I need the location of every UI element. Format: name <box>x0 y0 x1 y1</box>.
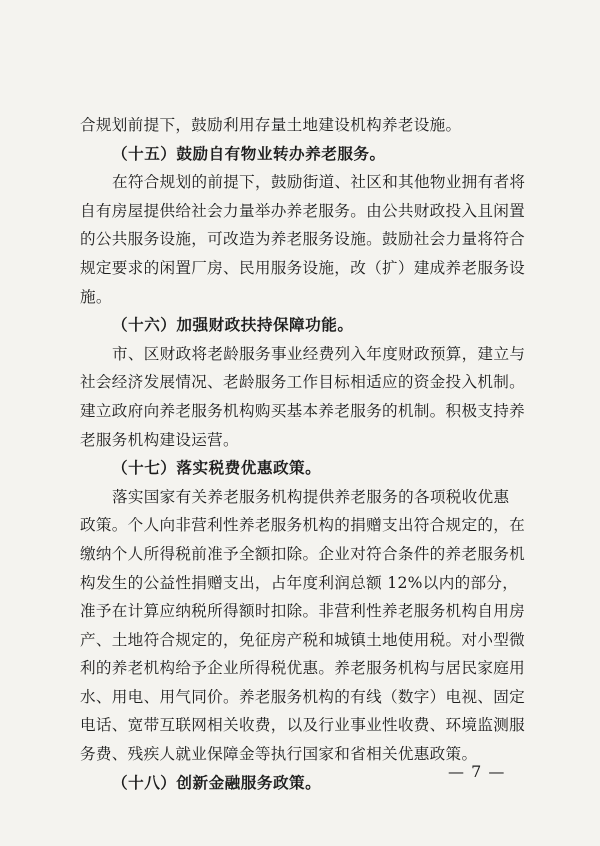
paragraph-line: 在符合规划的前提下，鼓励街道、社区和其他物业拥有者将 <box>112 173 526 192</box>
section-heading: （十六）加强财政扶持保障功能。 <box>112 316 354 335</box>
section-heading: （十五）鼓励自有物业转办养老服务。 <box>112 144 386 163</box>
page-number: — 7 — <box>448 762 506 781</box>
paragraph-line: 政策。个人向非营利性养老服务机构的捐赠支出符合规定的，在 <box>80 516 526 535</box>
paragraph-line: 电话、宽带互联网相关收费，以及行业事业性收费、环境监测服 <box>80 716 526 735</box>
section-heading: （十七）落实税费优惠政策。 <box>112 459 322 478</box>
paragraph-line: 产、土地符合规定的，免征房产税和城镇土地使用税。对小型微 <box>80 630 526 649</box>
paragraph-line: 利的养老机构给予企业所得税优惠。养老服务机构与居民家庭用 <box>80 659 526 678</box>
paragraph-line: 的公共服务设施，可改造为养老服务设施。鼓励社会力量将符合 <box>80 230 526 249</box>
paragraph-line: 落实国家有关养老服务机构提供养老服务的各项税收优惠 <box>112 487 510 506</box>
paragraph-line: 建立政府向养老服务机构购买基本养老服务的机制。积极支持养 <box>80 401 526 420</box>
paragraph-line: 构发生的公益性捐赠支出，占年度利润总额 12%以内的部分， <box>80 573 519 592</box>
paragraph-line: 市、区财政将老龄服务事业经费列入年度财政预算，建立与 <box>112 344 526 363</box>
paragraph-line: 缴纳个人所得税前准予全额扣除。企业对符合条件的养老服务机 <box>80 544 526 563</box>
paragraph-line: 老服务机构建设运营。 <box>80 430 239 449</box>
paragraph-line: 准予在计算应纳税所得额时扣除。非营利性养老服务机构自用房 <box>80 602 526 621</box>
paragraph-line: 务费、残疾人就业保障金等执行国家和省相关优惠政策。 <box>80 745 478 764</box>
paragraph-line: 规定要求的闲置厂房、民用服务设施，改（扩）建成养老服务设 <box>80 258 526 277</box>
paragraph-line: 社会经济发展情况、老龄服务工作目标相适应的资金投入机制。 <box>80 373 526 392</box>
section-heading: （十八）创新金融服务政策。 <box>112 773 322 792</box>
paragraph-line: 水、用电、用气同价。养老服务机构的有线（数字）电视、固定 <box>80 687 526 706</box>
paragraph-line: 自有房屋提供给社会力量举办养老服务。由公共财政投入且闲置 <box>80 201 526 220</box>
paragraph-line: 合规划前提下，鼓励利用存量土地建设机构养老设施。 <box>80 116 462 134</box>
paragraph-line: 施。 <box>80 287 112 306</box>
document-body <box>80 111 530 797</box>
